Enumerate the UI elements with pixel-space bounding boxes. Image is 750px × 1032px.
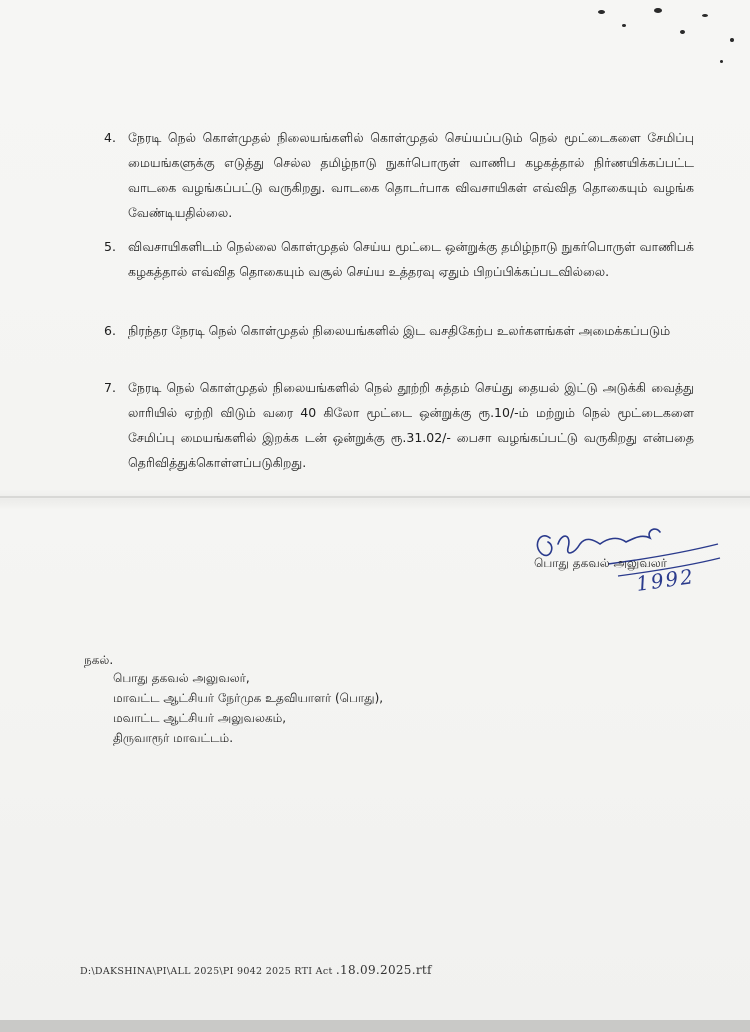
list-item <box>104 234 694 284</box>
page-fold-line <box>0 496 750 498</box>
file-date-suffix: .18.09.2025.rtf <box>335 963 432 977</box>
ink-speck <box>654 8 662 13</box>
file-path-footer <box>80 963 432 977</box>
copy-recipient-list <box>113 668 383 748</box>
item-text: நேரடி நெல் கொள்முதல் நிலையங்களில் கொள்முதல் செய்யப்படும் நெல் மூட்டைகளை சேமிப்பு மையங்களுக்கு எடுத்து செல்ல தமிழ்நாடு நுகர்பொருள் வாணிப கழகத்தால் நிர்ணயிக்கப்பட்ட வாடகை வழங்கப்பட்டு வருகிறது. வாடகை தொடர்பாக விவசாயிகள் எவ்வித தொகையும் வழங்க வேண்டியதில்லை. <box>128 130 694 220</box>
file-path: D:\DAKSHINA\PI\ALL 2025\PI 9042 2025 RTI Act <box>80 966 333 977</box>
ink-speck <box>622 24 626 27</box>
ink-speck <box>598 10 605 14</box>
copy-recipient-line: மவாட்ட ஆட்சியர் அலுவலகம், <box>113 711 287 725</box>
list-item <box>104 375 694 475</box>
copy-recipient-line: பொது தகவல் அலுவலர், <box>113 671 250 685</box>
signatory-designation: பொது தகவல் அலுவலர் <box>534 556 667 570</box>
copy-recipient-line: மாவட்ட ஆட்சியர் நேர்முக உதவியாளர் (பொது), <box>113 691 384 705</box>
item-number: 5. <box>104 239 116 254</box>
copy-recipient-line: திருவாரூர் மாவட்டம். <box>113 731 234 745</box>
list-item <box>104 125 694 225</box>
item-number: 6. <box>104 323 116 338</box>
scan-bottom-edge <box>0 1020 750 1032</box>
ink-speck <box>702 14 708 17</box>
item-text: நேரடி நெல் கொள்முதல் நிலையங்களில் நெல் தூற்றி சுத்தம் செய்து தையல் இட்டு அடுக்கி வைத்து லாரியில் ஏற்றி விடும் வரை 40 கிலோ மூட்டை ஒன்றுக்கு ரூ.10/-ம் மற்றும் நெல் மூட்டைகளை சேமிப்பு மையங்களில் இறக்க டன் ஒன்றுக்கு ரூ.31.02/- பைசா வழங்கப்பட்டு வருகிறது என்பதை தெரிவித்துக்கொள்ளப்படுகிறது. <box>128 380 694 470</box>
ink-speck <box>730 38 734 42</box>
item-text: விவசாயிகளிடம் நெல்லை கொள்முதல் செய்ய மூட்டை ஒன்றுக்கு தமிழ்நாடு நுகர்பொருள் வாணிபக் கழகத்தால் எவ்வித தொகையும் வசூல் செய்ய உத்தரவு ஏதும் பிறப்பிக்கப்படவில்லை. <box>128 239 694 279</box>
copy-label: நகல். <box>84 653 114 667</box>
list-item <box>104 318 694 343</box>
item-number: 4. <box>104 130 116 145</box>
ink-speck <box>720 60 723 63</box>
ink-speck <box>680 30 685 34</box>
item-text: நிரந்தர நேரடி நெல் கொள்முதல் நிலையங்களில் இட வசதிகேற்ப உலர்களங்கள் அமைக்கப்படும் <box>128 323 671 338</box>
item-number: 7. <box>104 380 116 395</box>
handwritten-number: 1992 <box>634 564 697 596</box>
